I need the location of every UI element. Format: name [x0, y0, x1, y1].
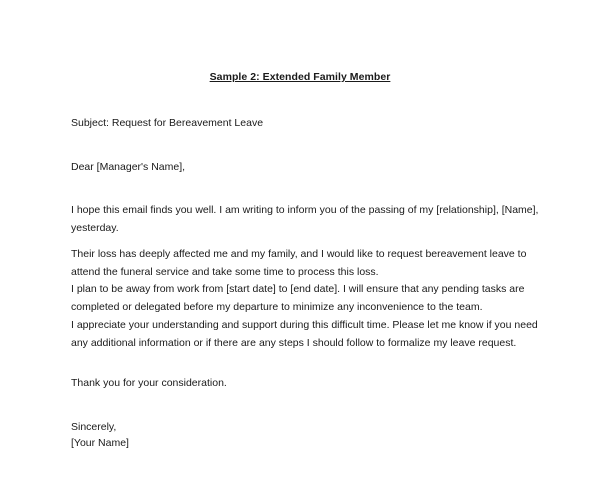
body-paragraph-3: I plan to be away from work from [start date] to [end date]. I will ensure that any pending tasks are completed or delegated before my departure to minimize any inconvenience to the team. [71, 283, 525, 313]
email-greeting: Dear [Manager's Name], [71, 161, 186, 173]
body-paragraph-1: I hope this email finds you well. I am writing to inform you of the passing of my [relationship], [Name], yesterday. [71, 204, 539, 234]
document-title: Sample 2: Extended Family Member [209, 71, 391, 83]
email-subject: Subject: Request for Bereavement Leave [71, 117, 264, 129]
body-paragraph-2: Their loss has deeply affected me and my family, and I would like to request bereavement leave to attend the funeral service and take some time to process this loss. [71, 248, 527, 278]
signature-name: [Your Name] [71, 437, 129, 449]
closing-thanks: Thank you for your consideration. [71, 377, 227, 389]
body-paragraph-4: I appreciate your understanding and support during this difficult time. Please let me know if you need any additional information or if there are any steps I should follow to formalize my leave request. [71, 319, 538, 349]
signoff: Sincerely, [71, 421, 117, 433]
